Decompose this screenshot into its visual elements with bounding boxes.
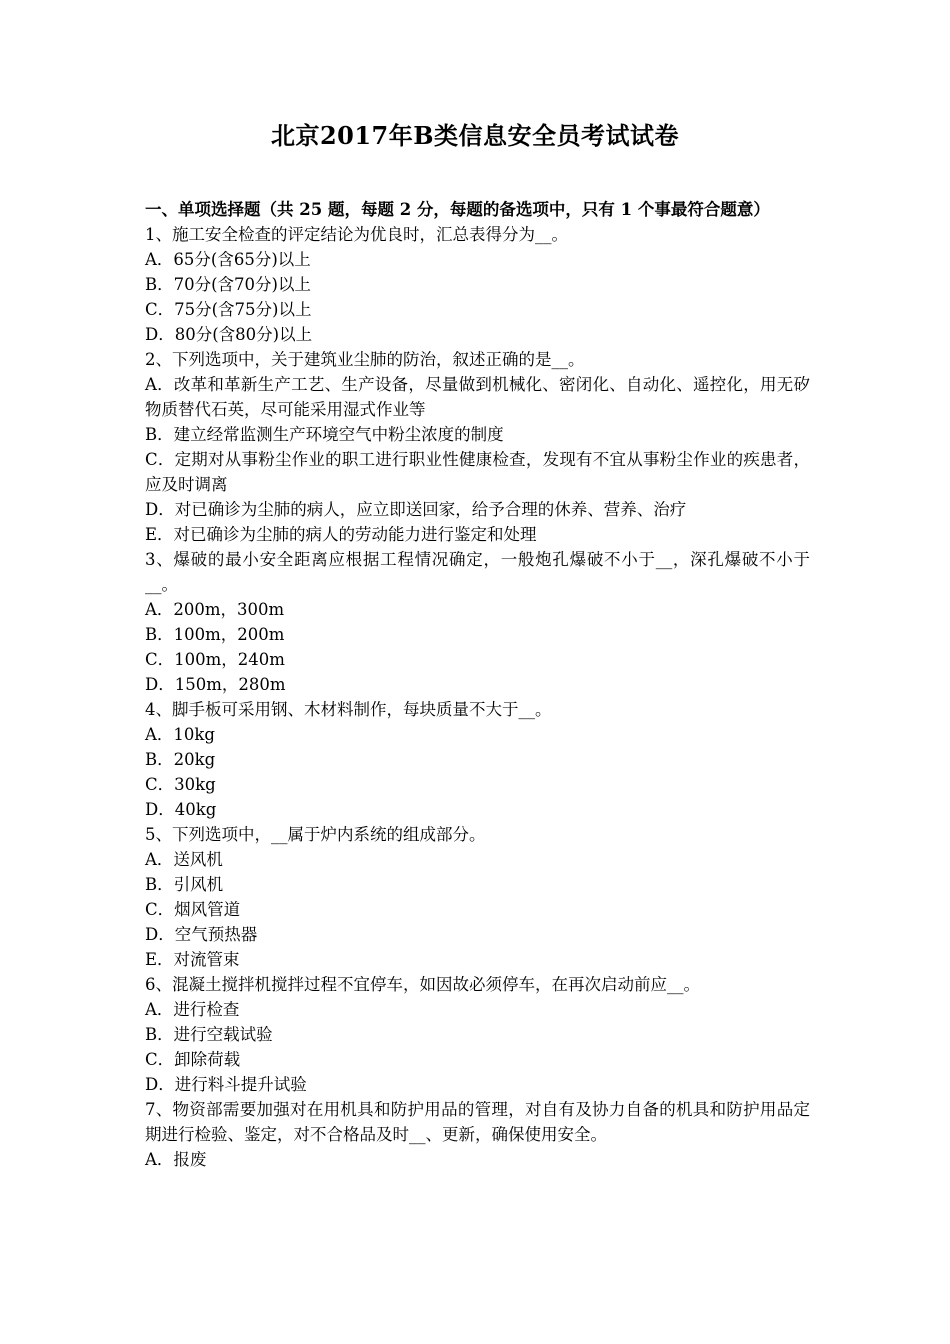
question-text: 3、爆破的最小安全距离应根据工程情况确定，一般炮孔爆破不小于__，深孔爆破不小于__。 [145, 550, 810, 594]
answer-option: A．进行检查 [145, 1000, 240, 1019]
answer-option: D．150m，280m [145, 675, 286, 694]
question-text: 7、物资部需要加强对在用机具和防护用品的管理，对自有及协力自备的机具和防护用品定期进行检验、鉴定，对不合格品及时__、更新，确保使用安全。 [145, 1100, 810, 1144]
answer-option: C．烟风管道 [145, 900, 241, 919]
question-text: 2、下列选项中，关于建筑业尘肺的防治，叙述正确的是__。 [145, 350, 585, 369]
section-heading: 一、单项选择题（共 25 题，每题 2 分，每题的备选项中，只有 1 个事最符合题意） [145, 200, 770, 219]
answer-option: C．75分(含75分)以上 [145, 300, 312, 319]
answer-option: E．对已确诊为尘肺的病人的劳动能力进行鉴定和处理 [145, 525, 537, 544]
answer-option: D．空气预热器 [145, 925, 258, 944]
answer-option: C．定期对从事粉尘作业的职工进行职业性健康检查，发现有不宜从事粉尘作业的疾患者，应及时调离 [145, 450, 810, 494]
question-block [145, 1097, 810, 1172]
question-text: 6、混凝土搅拌机搅拌过程不宜停车，如因故必须停车，在再次启动前应__。 [145, 975, 700, 994]
answer-option: C．30kg [145, 775, 216, 794]
answer-option: B．引风机 [145, 875, 224, 894]
answer-option: B．建立经常监测生产环境空气中粉尘浓度的制度 [145, 425, 504, 444]
answer-option: B．100m，200m [145, 625, 285, 644]
question-block [145, 222, 810, 347]
answer-option: D．40kg [145, 800, 217, 819]
question-block [145, 547, 810, 697]
answer-option: C．100m，240m [145, 650, 285, 669]
answer-option: A．10kg [145, 725, 215, 744]
answer-option: A．报废 [145, 1150, 207, 1169]
answer-option: A．改革和革新生产工艺、生产设备，尽量做到机械化、密闭化、自动化、遥控化，用无矽物质替代石英，尽可能采用湿式作业等 [145, 375, 810, 419]
answer-option: E．对流管束 [145, 950, 240, 969]
answer-option: D．对已确诊为尘肺的病人，应立即送回家，给予合理的休养、营养、治疗 [145, 500, 687, 519]
question-block [145, 972, 810, 1097]
answer-option: D．80分(含80分)以上 [145, 325, 313, 344]
question-block [145, 347, 810, 547]
answer-option: A．200m，300m [145, 600, 285, 619]
question-text: 5、下列选项中，__属于炉内系统的组成部分。 [145, 825, 486, 844]
question-block [145, 822, 810, 972]
question-text: 1、施工安全检查的评定结论为优良时，汇总表得分为__。 [145, 225, 568, 244]
answer-option: D．进行料斗提升试验 [145, 1075, 307, 1094]
document-body [145, 197, 810, 1172]
answer-option: A．送风机 [145, 850, 223, 869]
question-text: 4、脚手板可采用钢、木材料制作，每块质量不大于__。 [145, 700, 552, 719]
answer-option: B．进行空载试验 [145, 1025, 273, 1044]
answer-option: C．卸除荷载 [145, 1050, 241, 1069]
question-block [145, 697, 810, 822]
document-title: 北京2017年B类信息安全员考试试卷 [270, 121, 680, 150]
answer-option: B．20kg [145, 750, 216, 769]
answer-option: A．65分(含65分)以上 [145, 250, 311, 269]
answer-option: B．70分(含70分)以上 [145, 275, 311, 294]
